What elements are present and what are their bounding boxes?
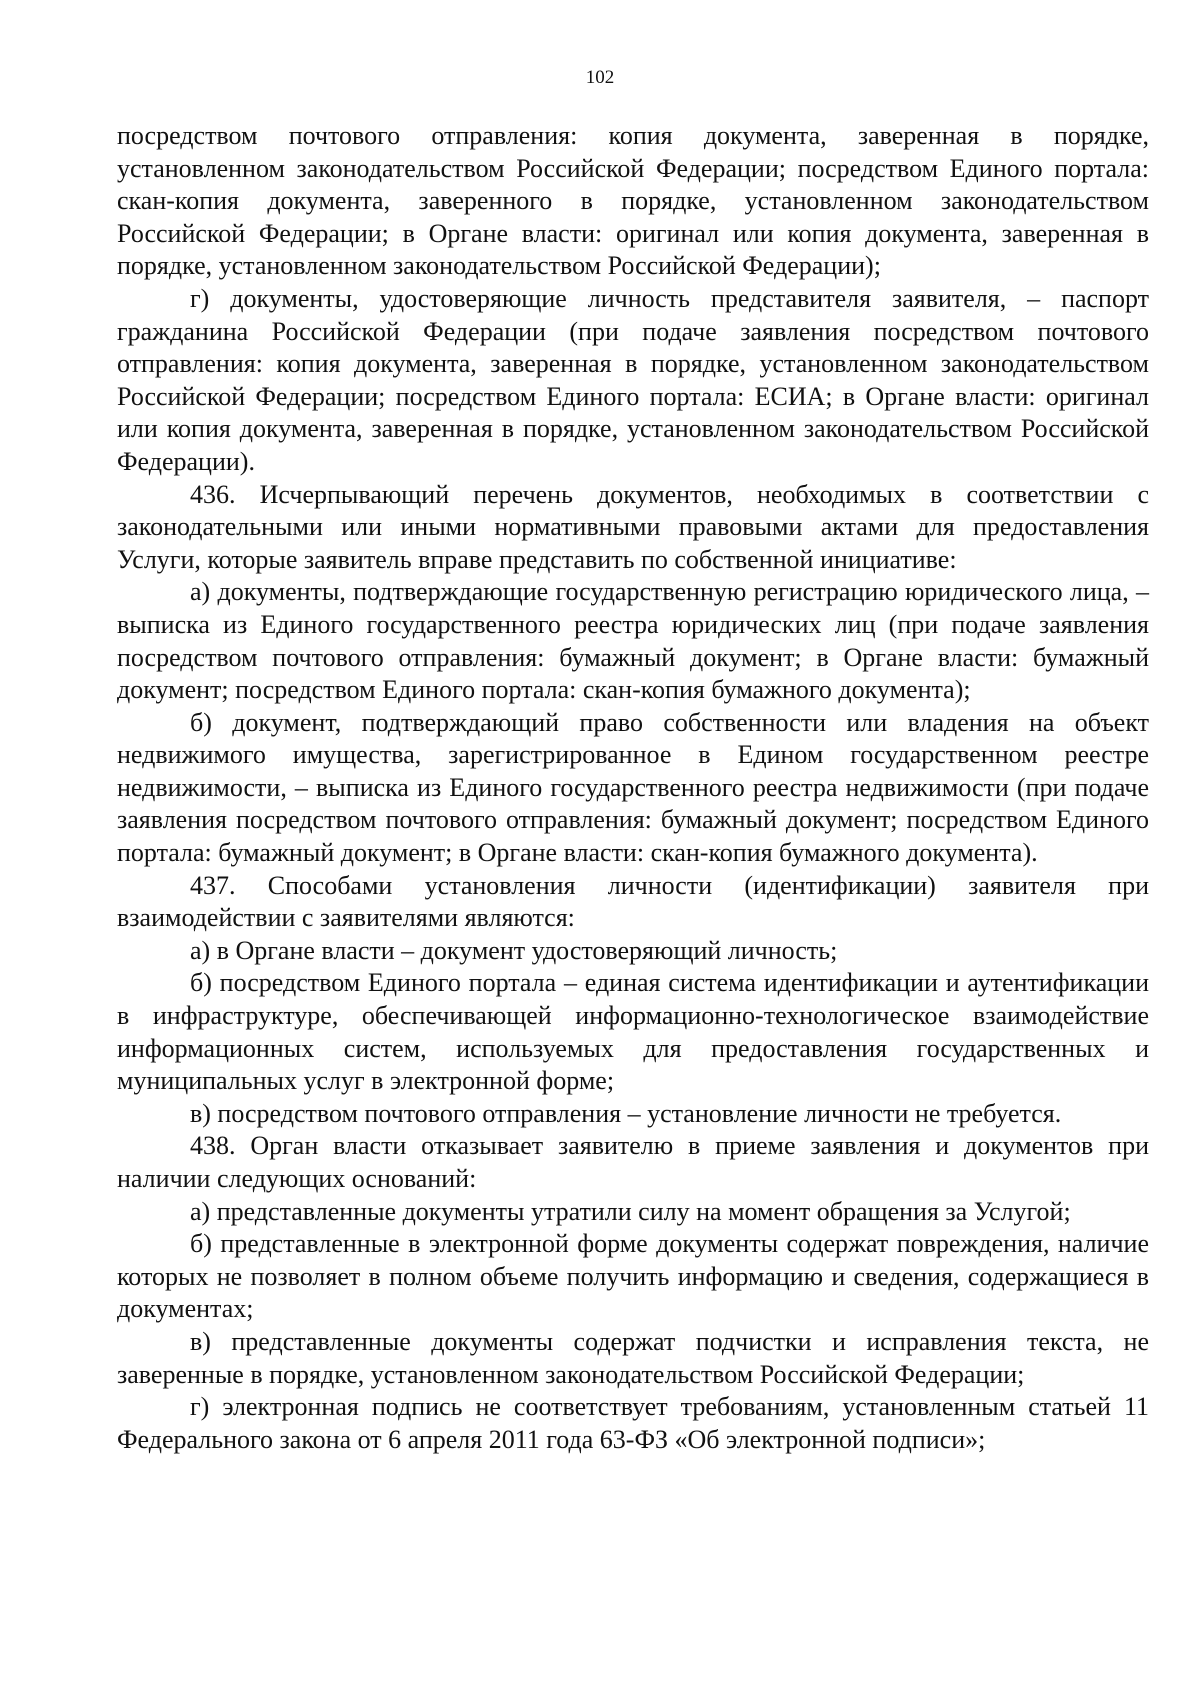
paragraph-437-item-v: в) посредством почтового отправления – установление личности не требуется. (190, 1098, 1062, 1128)
paragraph-436-item-a: а) документы, подтверждающие государственную регистрацию юридического лица, – выписка из Единого государственного реестра юридических лиц (при подаче заявления посредством почтового отправления: бумажный документ; в Органе власти: бумажный документ; посредством Единого портала: скан-копия бумажного документа); (117, 577, 1149, 705)
paragraph-438-item-v: в) представленные документы содержат подчистки и исправления текста, не заверенные в порядке, установленном законодательством Российской Федерации; (117, 1326, 1149, 1389)
paragraph-438: 438. Орган власти отказывает заявителю в приеме заявления и документов при наличии следующих оснований: (117, 1131, 1149, 1193)
paragraph-437: 437. Способами установления личности (идентификации) заявителя при взаимодействии с заявителями являются: (117, 870, 1149, 933)
paragraph-437-item-a: а) в Органе власти – документ удостоверяющий личность; (190, 935, 838, 965)
paragraph-continuation: посредством почтового отправления: копия документа, заверенная в порядке, установленном законодательством Российской Федерации; посредством Единого портала: скан-копия документа, заверенного в порядке, установленном законодательством Российской Федерации; в Органе власти: оригинал или копия документа, заверенная в порядке, установленном законодательством Российской Федерации); (117, 121, 1149, 281)
page-number: 102 (585, 67, 615, 88)
paragraph-438-item-a: а) представленные документы утратили силу на момент обращения за Услугой; (190, 1196, 1071, 1226)
paragraph-438-item-b: б) представленные в электронной форме документы содержат повреждения, наличие которых не позволяет в полном объеме получить информацию и сведения, содержащиеся в документах; (117, 1229, 1149, 1324)
paragraph-436-item-b: б) документ, подтверждающий право собственности или владения на объект недвижимого имущества, зарегистрированное в Едином государственном реестре недвижимости, – выписка из Единого государственного реестра недвижимости (при подаче заявления посредством почтового отправления: бумажный документ; посредством Единого портала: бумажный документ; в Органе власти: скан-копия бумажного документа). (117, 707, 1149, 868)
paragraph-437-item-b: б) посредством Единого портала – единая система идентификации и аутентификации в инфраструктуре, обеспечивающей информационно-технологическое взаимодействие информационных систем, используемых для предоставления государственных и муниципальных услуг в электронной форме; (117, 968, 1149, 1096)
paragraph-438-item-g: г) электронная подпись не соответствует требованиям, установленным статьей 11 Федерального закона от 6 апреля 2011 года 63-ФЗ «Об электронной подписи»; (117, 1392, 1149, 1454)
paragraph-item-g-representative-id: г) документы, удостоверяющие личность представителя заявителя, – паспорт гражданина Российской Федерации (при подаче заявления посредством почтового отправления: копия документа, заверенная в порядке, установленном законодательством Российской Федерации; посредством Единого портала: ЕСИА; в Органе власти: оригинал или копия документа, заверенная в порядке, установленном законодательством Российской Федерации). (117, 283, 1149, 476)
document-body (117, 120, 1149, 1456)
paragraph-436: 436. Исчерпывающий перечень документов, необходимых в соответствии с законодательными или иными нормативными правовыми актами для предоставления Услуги, которые заявитель вправе представить по собственной инициативе: (117, 479, 1149, 574)
